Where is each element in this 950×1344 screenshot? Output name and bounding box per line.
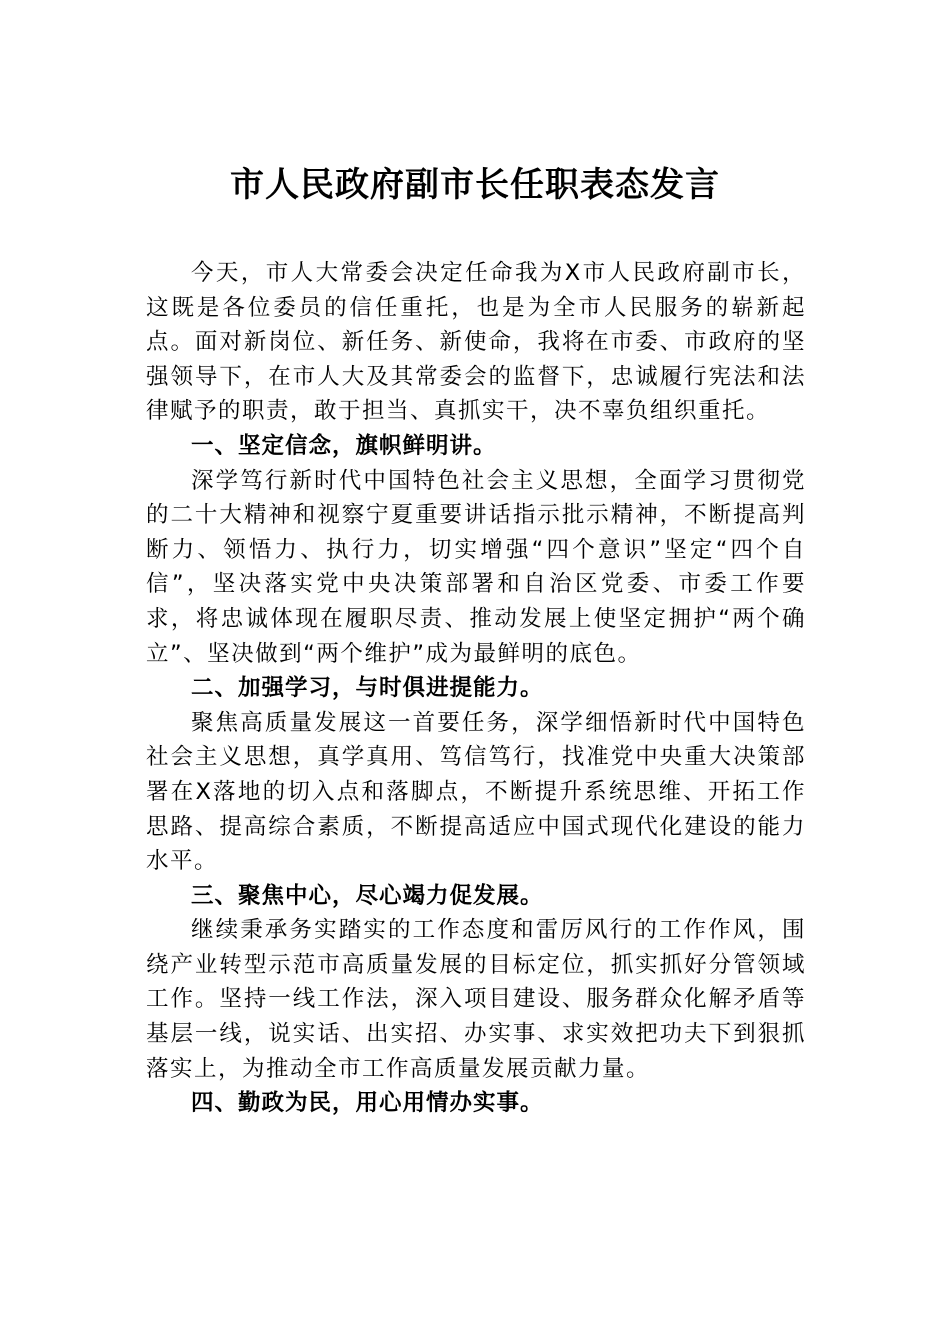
section-1-paragraph: 深学笃行新时代中国特色社会主义思想，全面学习贯彻党的二十大精神和视察宁夏重要讲话指示批示精神，不断提高判断力、领悟力、执行力，切实增强“四个意识”坚定“四个自信”，坚决落实党中央决策部署和自治区党委、市委工作要求，将忠诚体现在履职尽责、推动发展上使坚定拥护“两个确立”、坚决做到“两个维护”成为最鲜明的底色。 <box>146 467 806 667</box>
section-3-paragraph: 继续秉承务实踏实的工作态度和雷厉风行的工作作风，围绕产业转型示范市高质量发展的目标定位，抓实抓好分管领域工作。坚持一线工作法，深入项目建设、服务群众化解矛盾等基层一线，说实话、出实招、办实事、求实效把功夫下到狠抓落实上，为推动全市工作高质量发展贡献力量。 <box>146 917 806 1082</box>
document-body <box>146 256 806 1121</box>
section-4-heading: 四、勤政为民，用心用情办实事。 <box>191 1090 544 1117</box>
section-3-heading: 三、聚焦中心，尽心竭力促发展。 <box>191 882 544 909</box>
section-2-paragraph: 聚焦高质量发展这一首要任务，深学细悟新时代中国特色社会主义思想，真学真用、笃信笃行，找准党中央重大决策部署在X落地的切入点和落脚点，不断提升系统思维、开拓工作思路、提高综合素质，不断提高适应中国式现代化建设的能力水平。 <box>146 709 806 875</box>
intro-paragraph: 今天，市人大常委会决定任命我为X市人民政府副市长，这既是各位委员的信任重托，也是为全市人民服务的崭新起点。面对新岗位、新任务、新使命，我将在市委、市政府的坚强领导下，在市人大及其常委会的监督下，忠诚履行宪法和法律赋予的职责，敢于担当、真抓实干，决不辜负组织重托。 <box>146 260 806 425</box>
section-1-heading: 一、坚定信念，旗帜鲜明讲。 <box>191 432 497 459</box>
document-title: 市人民政府副市长任职表态发言 <box>230 165 720 205</box>
section-2-heading: 二、加强学习，与时俱进提能力。 <box>191 675 544 702</box>
